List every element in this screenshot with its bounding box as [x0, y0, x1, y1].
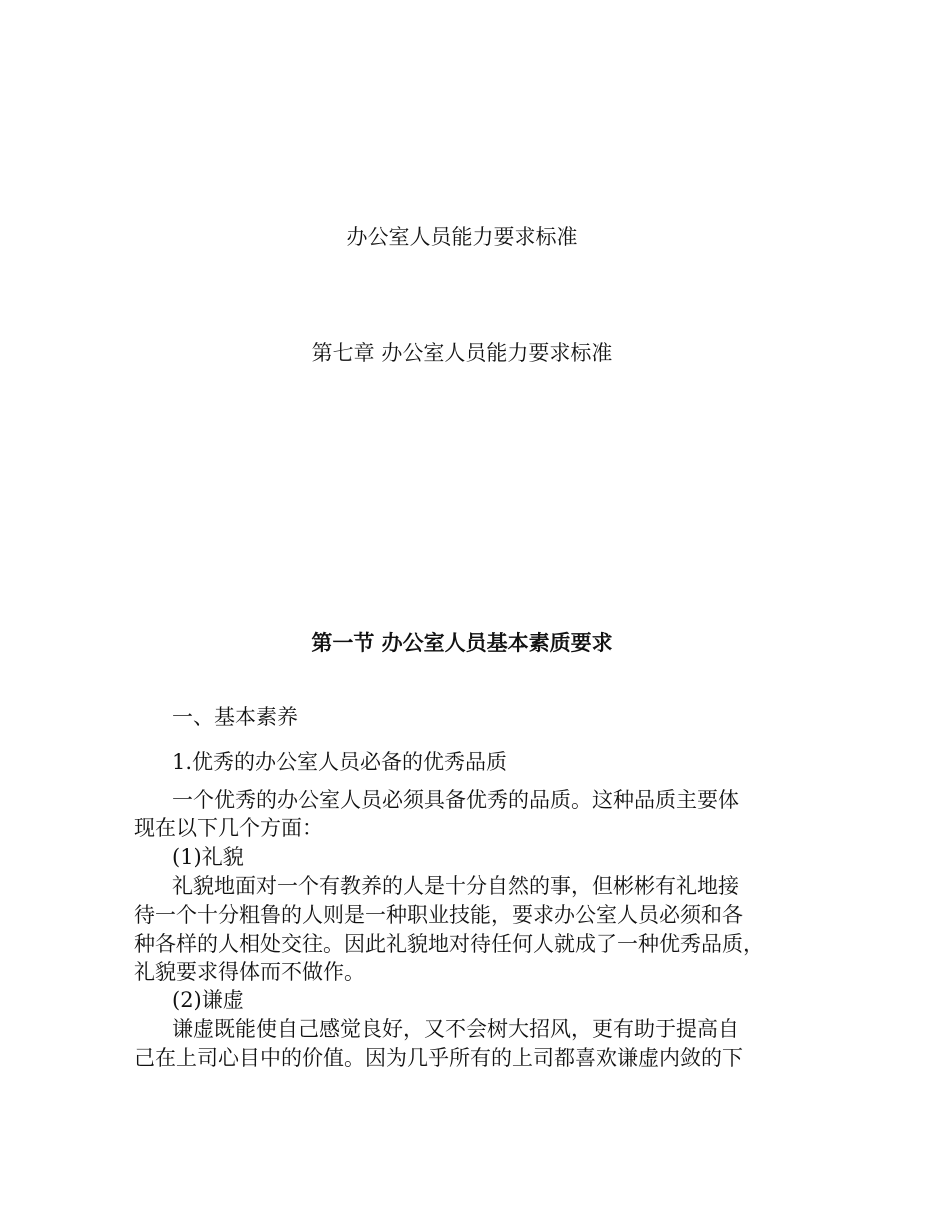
section-heading: 第一节 办公室人员基本素质要求 — [311, 630, 613, 655]
document-title: 办公室人员能力要求标准 — [346, 225, 578, 249]
item-heading: 1.优秀的办公室人员必备的优秀品质 — [172, 750, 508, 774]
paragraph-line: 一个优秀的办公室人员必须具备优秀的品质。这种品质主要体 — [172, 788, 739, 812]
paragraph-line: 种各样的人相处交往。因此礼貌地对待任何人就成了一种优秀品质， — [134, 932, 764, 956]
paragraph-line: 待一个十分粗鲁的人则是一种职业技能，要求办公室人员必须和各 — [134, 903, 743, 927]
paragraph-line: 谦虚既能使自己感觉良好，又不会树大招风，更有助于提高自 — [172, 1017, 739, 1041]
paragraph-line: 现在以下几个方面： — [134, 816, 323, 840]
subheading-basic-quality: 一、基本素养 — [172, 705, 298, 729]
chapter-heading: 第七章 办公室人员能力要求标准 — [311, 341, 613, 365]
point-heading-courtesy: (1)礼貌 — [172, 845, 244, 869]
paragraph-line: 礼貌地面对一个有教养的人是十分自然的事，但彬彬有礼地接 — [172, 874, 739, 898]
point-heading-modesty: (2)谦虚 — [172, 988, 244, 1012]
paragraph-line: 礼貌要求得体而不做作。 — [134, 960, 365, 984]
paragraph-line: 己在上司心目中的价值。因为几乎所有的上司都喜欢谦虚内敛的下 — [134, 1046, 743, 1070]
